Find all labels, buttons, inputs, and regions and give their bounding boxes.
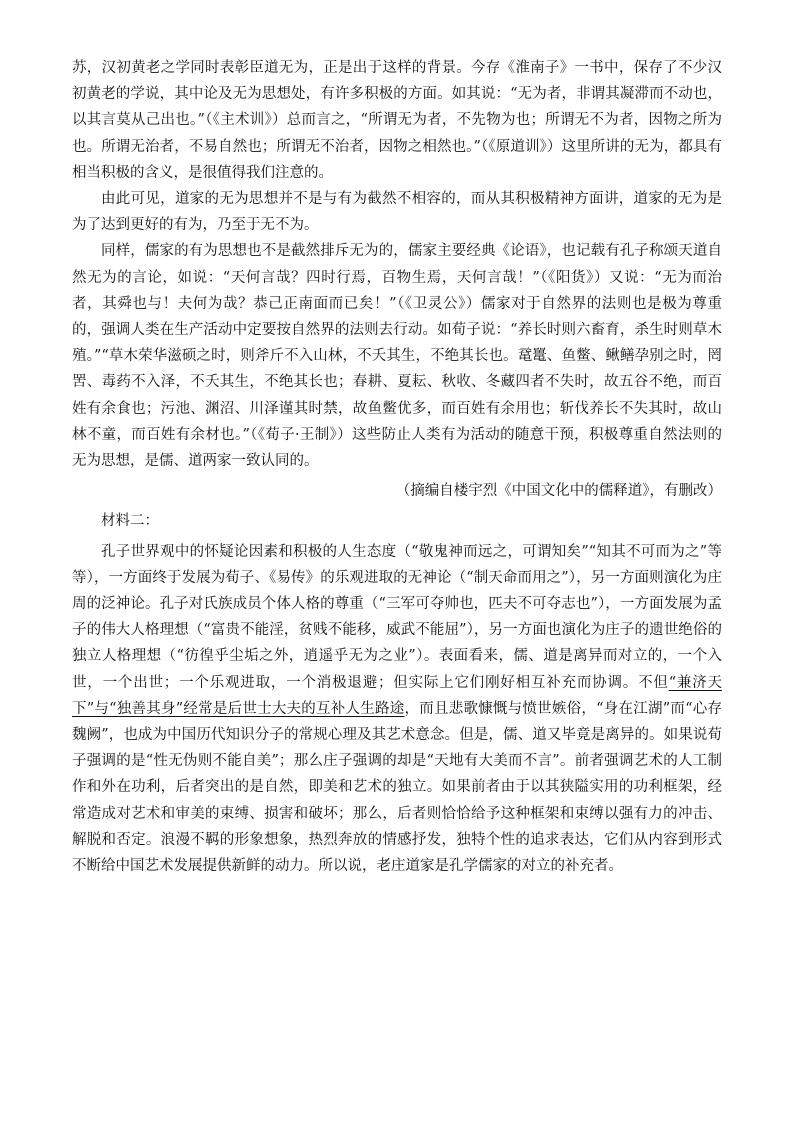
- source-citation: （摘编自楼宇烈《中国文化中的儒释道》，有删改）: [395, 483, 722, 500]
- paragraph-3: 同样，儒家的有为思想也不是截然排斥无为的，儒家主要经典《论语》，也记载有孔子称颂天道自然无为的言论，如说：“天何言哉？四时行焉，百物生焉，天何言哉！”（《阳货》）又说：“无为而治者，其舜也与！夫何为哉？恭己正南面而已矣！”（《卫灵公》）儒家对于自然界的法则也是极为尊重的，强调人类在生产活动中定要按自然界的法则去行动。如荀子说：“养长时则六畜育，杀生时则草木殖。”“草木荣华滋硕之时，则斧斤不入山林，不夭其生，不绝其长也。鼋鼍、鱼鳖、鳅鳝孕别之时，罔罟、毒药不入泽，不夭其生，不绝其长也；春耕、夏耘、秋收、冬藏四者不失时，故五谷不绝，而百姓有余食也；污池、渊沼、川泽谨其时禁，故鱼鳖优多，而百姓有余用也；斩伐养长不失其时，故山林不童，而百姓有余材也。”（《荀子·王制》）这些防止人类有为活动的随意干预，积极尊重自然法则的无为思想，是儒、道两家一致认同的。: [72, 243, 722, 470]
- paragraph-4-text-a: 孔子世界观中的怀疑论因素和积极的人生态度（“敬鬼神而远之，可谓知矣”“知其不可而为之”等等），一方面终于发展为荀子、《易传》的乐观进取的无神论（“制天命而用之”），另一方面则演化为庄周的泛神论。孔子对氏族成员个体人格的尊重（“三军可夺帅也，匹夫不可夺志也”），一方面发展为孟子的伟大人格理想（“富贵不能淫，贫贱不能移，威武不能屈”），另一方面也演化为庄子的遗世绝俗的独立人格理想（“彷徨乎尘垢之外，逍遥乎无为之业”）。表面看来，儒、道是离异而对立的，一个入世，一个出世；一个乐观进取，一个消极退避；但实际上它们刚好相互补充而协调。不但: [72, 543, 722, 691]
- document-page: [72, 55, 722, 879]
- underlined-sentence: “兼济天下”与“独善其身”经常是后世士大夫的互补人生路途: [72, 674, 722, 717]
- paragraph-4: [72, 539, 722, 880]
- paragraph-1: 苏，汉初黄老之学同时表彰臣道无为，正是出于这样的背景。今存《淮南子》一书中，保存了不少汉初黄老的学说，其中论及无为思想处，有许多积极的方面。如其说：“无为者，非谓其凝滞而不动也，以其言莫从己出也。”（《主术训》）总而言之，“所谓无为者，不先物为也；所谓无不为者，因物之所为也。所谓无治者，不易自然也；所谓无不治者，因物之相然也。”（《原道训》）这里所讲的无为，都具有相当积极的含义，是很值得我们注意的。: [72, 60, 722, 181]
- paragraph-4-text-b: ，而且悲歌慷慨与愤世嫉俗，“身在江湖”而“心存魏阙”，也成为中国历代知识分子的常规心理及其艺术意念。但是，儒、道又毕竟是离异的。如果说荀子强调的是“性无伪则不能自美”；那么庄子强调的却是“天地有大美而不言”。前者强调艺术的人工制作和外在功利，后者突出的是自然，即美和艺术的独立。如果前者由于以其狭隘实用的功利框架，经常造成对艺术和审美的束缚、损害和破坏；那么，后者则恰恰给予这种框架和束缚以强有力的冲击、解脱和否定。浪漫不羁的形象想象，热烈奔放的情感抒发，独特个性的追求表达，它们从内容到形式不断给中国艺术发展提供新鲜的动力。所以说，老庄道家是孔学儒家的对立的补充者。: [72, 700, 722, 875]
- material-label: 材料二：: [101, 513, 159, 530]
- paragraph-2: 由此可见，道家的无为思想并不是与有为截然不相容的，而从其积极精神方面讲，道家的无为是为了达到更好的有为，乃至于无不为。: [72, 191, 722, 234]
